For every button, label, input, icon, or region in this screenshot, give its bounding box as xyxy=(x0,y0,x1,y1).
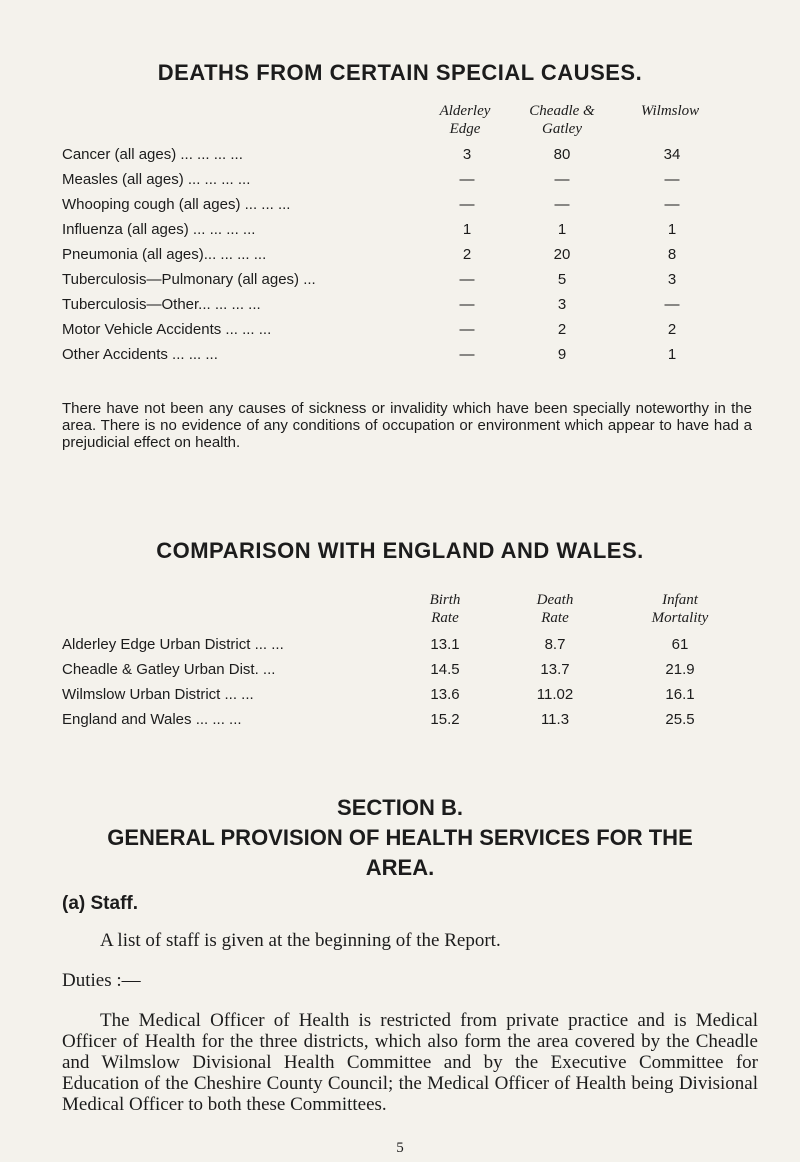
col-header-line: Mortality xyxy=(651,610,709,626)
comparison-title: COMPARISON WITH ENGLAND AND WALES. xyxy=(156,538,644,563)
row-label: Pneumonia (all ages)... ... ... ... xyxy=(62,246,267,263)
table-row xyxy=(62,346,752,370)
table-row xyxy=(62,296,752,320)
deaths-col-header xyxy=(615,102,725,120)
cell-value: 1 xyxy=(667,346,677,363)
row-label: Cancer (all ages) ... ... ... ... xyxy=(62,146,243,163)
staff-heading: (a) Staff. xyxy=(62,893,138,914)
row-label: England and Wales ... ... ... xyxy=(62,711,242,728)
cell-value: 11.3 xyxy=(540,711,570,728)
col-header-line: Gatley xyxy=(542,121,582,137)
cell-value: 8.7 xyxy=(544,636,566,653)
cell-value: — xyxy=(459,196,475,213)
cell-value: 13.6 xyxy=(430,686,460,703)
cell-value: 5 xyxy=(557,271,567,288)
cell-value: 61 xyxy=(671,636,689,653)
cell-value: 20 xyxy=(553,246,571,263)
col-header-line: Rate xyxy=(541,610,569,626)
cell-value: 11.02 xyxy=(536,686,574,703)
cell-value: — xyxy=(664,171,680,188)
row-label: Tuberculosis—Pulmonary (all ages) ... xyxy=(62,271,316,288)
col-header-line: Death xyxy=(536,592,574,608)
col-header-line: Cheadle & xyxy=(529,103,595,119)
table-row xyxy=(62,196,752,220)
cell-value: 80 xyxy=(553,146,571,163)
cell-value: 2 xyxy=(462,246,472,263)
row-label: Whooping cough (all ages) ... ... ... xyxy=(62,196,291,213)
cell-value: 16.1 xyxy=(665,686,695,703)
row-label: Other Accidents ... ... ... xyxy=(62,346,218,363)
cell-value: 1 xyxy=(557,221,567,238)
row-label: Influenza (all ages) ... ... ... ... xyxy=(62,221,256,238)
table-row xyxy=(62,711,762,735)
col-header-line: Birth xyxy=(429,592,461,608)
staff-text: A list of staff is given at the beginning of the Report. xyxy=(100,930,501,951)
table-row xyxy=(62,221,752,245)
cell-value: — xyxy=(459,321,475,338)
row-label: Cheadle & Gatley Urban Dist. ... xyxy=(62,661,276,678)
table-row xyxy=(62,246,752,270)
col-header-line: Edge xyxy=(449,121,481,137)
col-header-line: Rate xyxy=(431,610,459,626)
duties-text: The Medical Officer of Health is restricted from private practice and is Medical Officer of Health for the three districts, which also form the area covered by the Cheadle and Wilmslow Divisional Health Committee and by the Executive Committee for Education of the Cheshire County Council; the Medical Officer of Health being Divisional Medical Officer to both these Committees. xyxy=(62,1010,758,1115)
cell-value: 3 xyxy=(462,146,472,163)
cell-value: — xyxy=(664,296,680,313)
comparison-col-header xyxy=(505,591,605,627)
cell-value: 13.7 xyxy=(540,661,570,678)
cell-value: 15.2 xyxy=(430,711,460,728)
row-label: Motor Vehicle Accidents ... ... ... xyxy=(62,321,272,338)
cell-value: — xyxy=(459,296,475,313)
cell-value: — xyxy=(554,196,570,213)
section-subheading: GENERAL PROVISION OF HEALTH SERVICES FOR THE xyxy=(107,825,693,850)
cell-value: — xyxy=(459,271,475,288)
section-subheading: AREA. xyxy=(365,855,435,880)
col-header-line: Wilmslow xyxy=(640,103,700,119)
col-header-line: Infant xyxy=(662,592,698,608)
deaths-col-header xyxy=(512,102,612,138)
cell-value: — xyxy=(554,171,570,188)
cell-value: 34 xyxy=(663,146,681,163)
cell-value: — xyxy=(664,196,680,213)
table-row xyxy=(62,146,752,170)
cell-value: 14.5 xyxy=(430,661,460,678)
section-heading: SECTION B. xyxy=(337,795,463,820)
cell-value: 13.1 xyxy=(430,636,460,653)
deaths-note: There have not been any causes of sickness or invalidity which have been specially noteworthy in the area. There is no evidence of any conditions of occupation or environment which appear to have had a prejudicial effect on health. xyxy=(62,400,752,451)
row-label: Wilmslow Urban District ... ... xyxy=(62,686,254,703)
table-row xyxy=(62,321,752,345)
comparison-col-header xyxy=(395,591,495,627)
duties-label: Duties :— xyxy=(62,970,141,991)
cell-value: 3 xyxy=(557,296,567,313)
table-row xyxy=(62,661,762,685)
comparison-col-header xyxy=(620,591,740,627)
row-label: Tuberculosis—Other... ... ... ... xyxy=(62,296,261,313)
cell-value: 2 xyxy=(557,321,567,338)
cell-value: 1 xyxy=(667,221,677,238)
cell-value: 8 xyxy=(667,246,677,263)
cell-value: 1 xyxy=(462,221,472,238)
cell-value: — xyxy=(459,346,475,363)
cell-value: 2 xyxy=(667,321,677,338)
cell-value: 25.5 xyxy=(665,711,695,728)
deaths-col-header xyxy=(420,102,510,138)
table-row xyxy=(62,686,762,710)
row-label: Alderley Edge Urban District ... ... xyxy=(62,636,284,653)
page-number: 5 xyxy=(396,1140,404,1156)
col-header-line: Alderley xyxy=(439,103,491,119)
row-label: Measles (all ages) ... ... ... ... xyxy=(62,171,251,188)
cell-value: 21.9 xyxy=(665,661,695,678)
cell-value: 9 xyxy=(557,346,567,363)
cell-value: — xyxy=(459,171,475,188)
deaths-title: DEATHS FROM CERTAIN SPECIAL CAUSES. xyxy=(157,60,643,85)
table-row xyxy=(62,636,762,660)
table-row xyxy=(62,271,752,295)
table-row xyxy=(62,171,752,195)
cell-value: 3 xyxy=(667,271,677,288)
